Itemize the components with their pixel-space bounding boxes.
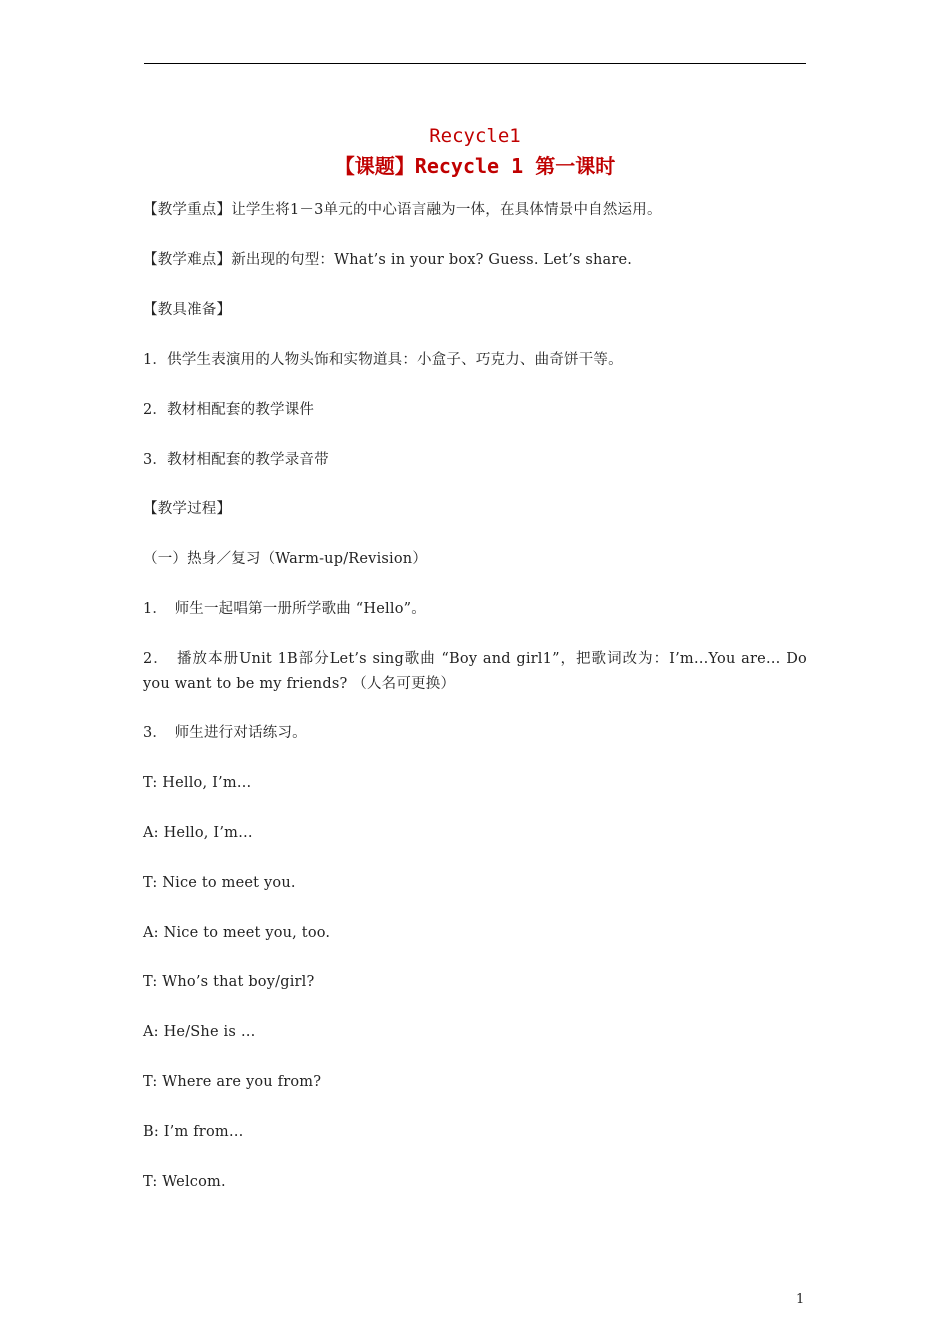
process-heading: 【教学过程】 <box>143 501 232 517</box>
process-step: 3． 师生进行对话练习。 <box>143 725 307 741</box>
teaching-focus: 【教学重点】让学生将1－3单元的中心语言融为一体，在具体情景中自然运用。 <box>143 202 662 218</box>
materials-item: 3．教材相配套的教学录音带 <box>143 452 329 468</box>
process-step: 2． 播放本册Unit 1B部分Let’s sing歌曲 “Boy and girl1”，把歌词改为：I’m…You are… Do you want to be my friends? （人名可更换） <box>143 651 807 692</box>
dialogue-line: A: Nice to meet you, too. <box>143 925 331 941</box>
dialogue-line: A: Hello, I’m… <box>143 825 253 841</box>
materials-item: 2．教材相配套的教学课件 <box>143 402 315 418</box>
dialogue-line: T: Welcom. <box>143 1174 226 1190</box>
document-title: Recycle1 <box>429 125 521 147</box>
dialogue-line: T: Hello, I’m… <box>143 775 252 791</box>
dialogue-line: T: Nice to meet you. <box>143 875 296 891</box>
dialogue-line: T: Who’s that boy/girl? <box>143 974 315 990</box>
section-heading: （一）热身／复习（Warm-up/Revision） <box>143 551 428 567</box>
process-step: 1． 师生一起唱第一册所学歌曲 “Hello”。 <box>143 601 426 617</box>
header-rule <box>144 63 806 64</box>
dialogue-line: T: Where are you from? <box>143 1074 322 1090</box>
materials-item: 1．供学生表演用的人物头饰和实物道具：小盒子、巧克力、曲奇饼干等。 <box>143 352 623 368</box>
lesson-title: 【课题】Recycle 1 第一课时 <box>334 154 616 178</box>
page-number: 1 <box>796 1292 805 1307</box>
teaching-difficulty: 【教学难点】新出现的句型：What’s in your box? Guess. Let’s share. <box>143 252 633 268</box>
materials-heading: 【教具准备】 <box>143 302 232 318</box>
dialogue-line: B: I’m from… <box>143 1124 244 1140</box>
dialogue-line: A: He/She is … <box>143 1024 256 1040</box>
